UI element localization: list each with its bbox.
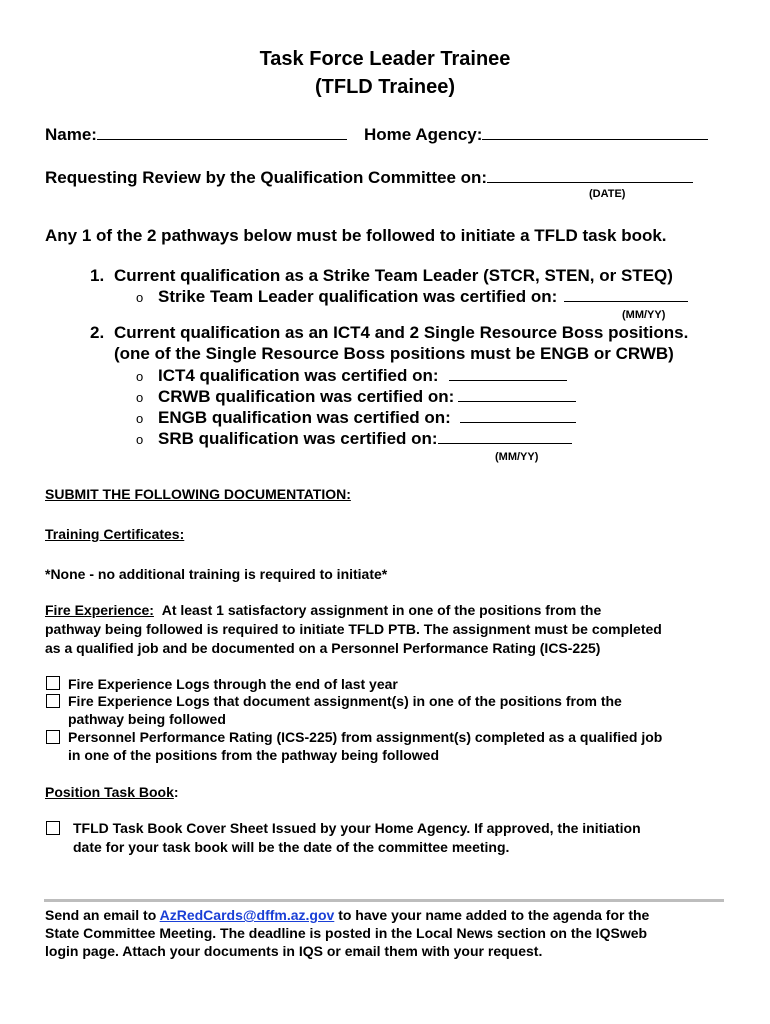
page-subtitle: (TFLD Trainee)	[314, 76, 455, 98]
ict4-date-field[interactable]	[449, 380, 567, 381]
training-heading: Training Certificates:	[45, 526, 185, 542]
fire-text-1: At least 1 satisfactory assignment in one of the positions from the	[161, 602, 602, 618]
engb-date-field[interactable]	[460, 422, 576, 423]
fire-text-3: as a qualified job and be documented on a Personnel Performance Rating (ICS-225)	[45, 640, 601, 656]
pathway-1-sub-label: Strike Team Leader qualification was certified on:	[158, 287, 558, 306]
pathway-2-text: Current qualification as an ICT4 and 2 Single Resource Boss positions.	[114, 323, 689, 342]
bullet-icon: o	[136, 411, 144, 426]
footer-line-3: login page. Attach your documents in IQS or email them with your request.	[45, 943, 543, 959]
email-link[interactable]: AzRedCards@dffm.az.gov	[159, 907, 335, 923]
ptb-colon: :	[173, 784, 179, 800]
ptb-item-1: TFLD Task Book Cover Sheet Issued by your Home Agency. If approved, the initiation	[73, 820, 641, 836]
home-agency-row	[364, 125, 708, 145]
checklist-item-3: Personnel Performance Rating (ICS-225) from assignment(s) completed as a qualified job	[68, 729, 663, 745]
checkbox-task-book-cover[interactable]	[46, 821, 60, 835]
requesting-date-field[interactable]	[487, 182, 693, 183]
bullet-icon: o	[136, 432, 144, 447]
requesting-label: Requesting Review by the Qualification Committee on:	[45, 168, 488, 187]
pathways-intro: Any 1 of the 2 pathways below must be followed to initiate a TFLD task book.	[45, 226, 667, 245]
requesting-row	[45, 168, 693, 188]
checklist-item-2: Fire Experience Logs that document assignment(s) in one of the positions from the	[68, 693, 622, 709]
page-title: Task Force Leader Trainee	[259, 48, 511, 70]
footer-line-2: State Committee Meeting. The deadline is posted in the Local News section on the IQSweb	[45, 925, 648, 941]
pathway-2	[90, 323, 688, 343]
footer-send-prefix: Send an email to	[45, 907, 157, 923]
name-label: Name:	[45, 125, 97, 144]
divider	[44, 899, 724, 902]
home-agency-field[interactable]	[482, 139, 708, 140]
checkbox-fire-logs-pathway[interactable]	[46, 694, 60, 708]
footer-send-suffix: to have your name added to the agenda for the	[338, 907, 650, 923]
documentation-heading: SUBMIT THE FOLLOWING DOCUMENTATION:	[45, 486, 351, 502]
pathway-2-item	[136, 366, 567, 386]
ptb-heading-row	[45, 784, 179, 800]
pathway-2-number: 2.	[90, 323, 105, 342]
fire-text-2: pathway being followed is required to initiate TFLD PTB. The assignment must be completed	[45, 621, 662, 637]
fire-experience-line-1	[45, 602, 601, 618]
name-field[interactable]	[97, 139, 347, 140]
pathway-1-sub	[136, 287, 688, 307]
bullet-icon: o	[136, 369, 144, 384]
pathway-2-item	[136, 387, 576, 407]
checklist-item-3-cont: in one of the positions from the pathway being followed	[68, 747, 439, 763]
stl-certified-date-field[interactable]	[564, 301, 688, 302]
crwb-label: CRWB qualification was certified on:	[158, 387, 455, 406]
checkbox-ics225[interactable]	[46, 730, 60, 744]
footer-line-1	[45, 907, 649, 923]
crwb-date-field[interactable]	[458, 401, 576, 402]
ptb-heading: Position Task Book	[45, 784, 174, 800]
checkbox-fire-logs[interactable]	[46, 676, 60, 690]
mmyy-hint-1: (MM/YY)	[622, 309, 666, 321]
srb-date-field[interactable]	[438, 443, 572, 444]
srb-label: SRB qualification was certified on:	[158, 429, 438, 448]
pathway-1-text: Current qualification as a Strike Team Leader (STCR, STEN, or STEQ)	[114, 266, 673, 285]
ict4-label: ICT4 qualification was certified on:	[158, 366, 439, 385]
pathway-2-note: (one of the Single Resource Boss positions must be ENGB or CRWB)	[114, 344, 674, 363]
pathway-2-item	[136, 429, 572, 449]
engb-label: ENGB qualification was certified on:	[158, 408, 451, 427]
fire-experience-heading: Fire Experience:	[45, 602, 154, 618]
ptb-item-2: date for your task book will be the date of the committee meeting.	[73, 839, 510, 855]
home-agency-label: Home Agency:	[364, 125, 483, 144]
pathway-2-item	[136, 408, 576, 428]
pathway-1-number: 1.	[90, 266, 105, 285]
checklist-item-1: Fire Experience Logs through the end of last year	[68, 676, 398, 692]
pathway-1	[90, 266, 673, 286]
training-note: *None - no additional training is required to initiate*	[45, 566, 388, 582]
bullet-icon: o	[136, 290, 144, 305]
name-row	[45, 125, 347, 145]
bullet-icon: o	[136, 390, 144, 405]
date-hint: (DATE)	[589, 188, 626, 200]
mmyy-hint-2: (MM/YY)	[495, 451, 539, 463]
checklist-item-2-cont: pathway being followed	[68, 711, 226, 727]
